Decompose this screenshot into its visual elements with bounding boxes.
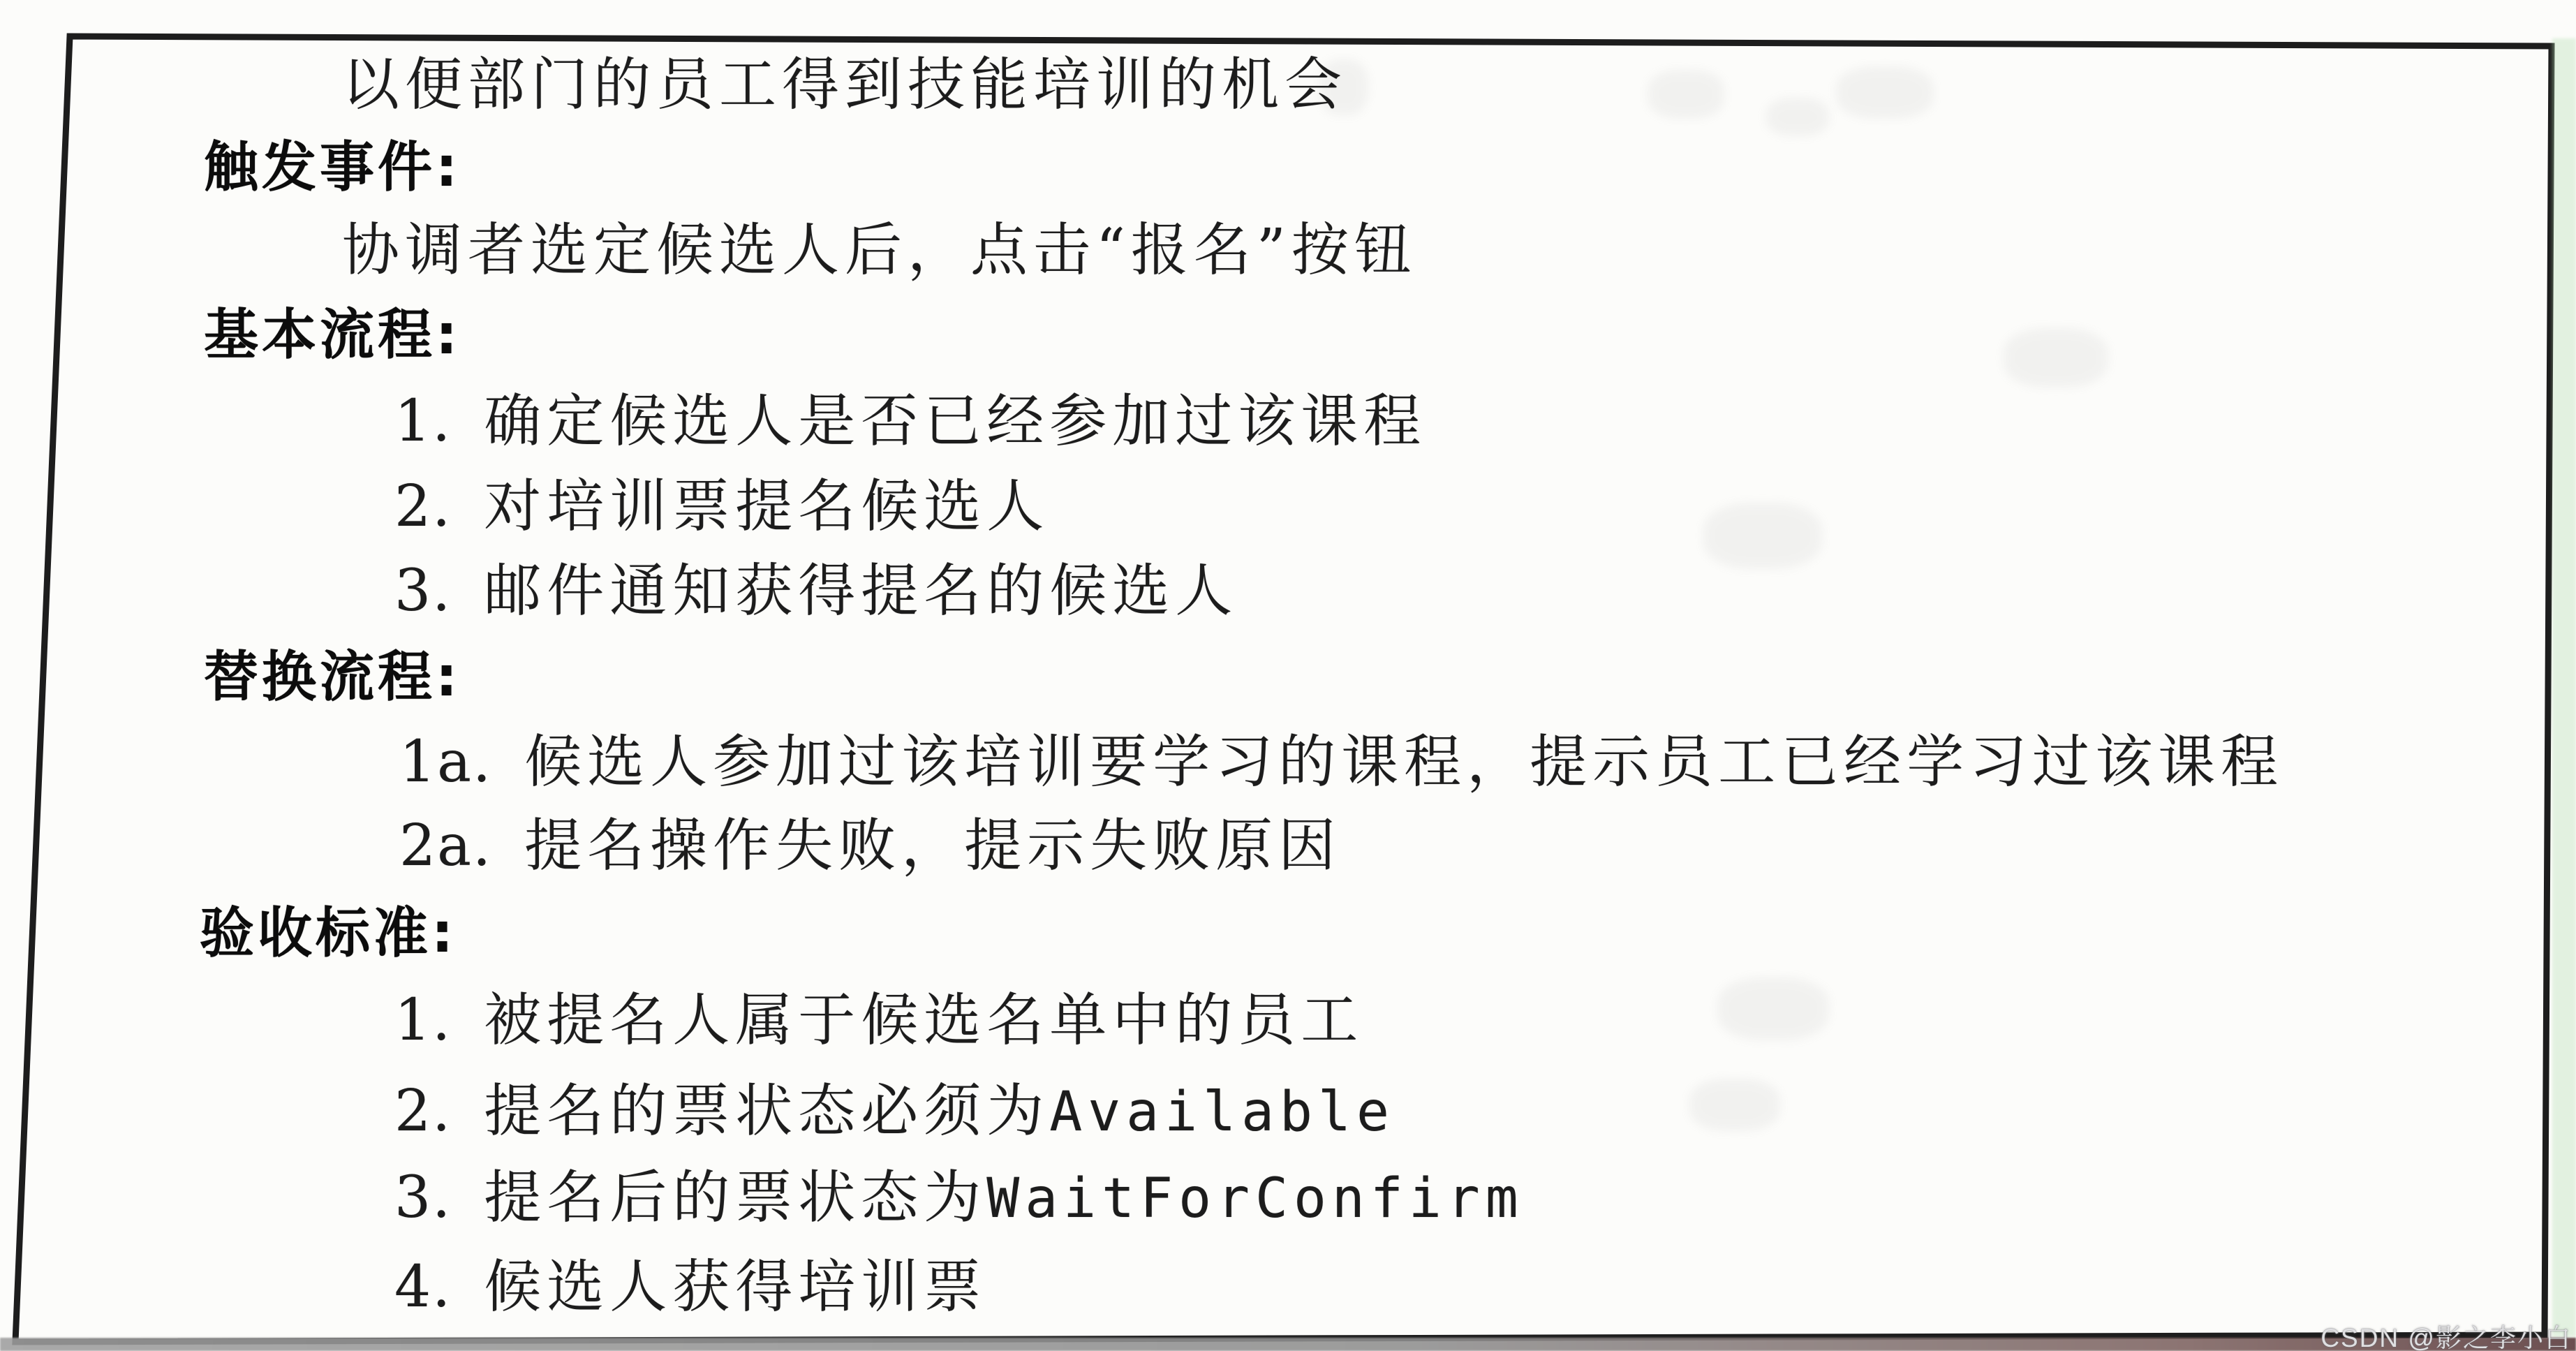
list-text: 提名后的票状态为 xyxy=(484,1165,987,1231)
list-item xyxy=(394,1254,987,1320)
list-item xyxy=(399,729,2284,795)
list-item xyxy=(394,1078,1395,1144)
section-heading-trigger: 触发事件: xyxy=(204,136,461,199)
scanner-edge-tint xyxy=(2552,38,2576,1337)
list-item xyxy=(394,987,1364,1054)
list-text: 确定候选人是否已经参加过该课程 xyxy=(484,388,1427,455)
list-text: 候选人获得培训票 xyxy=(484,1254,987,1320)
list-text: 提名操作失败，提示失败原因 xyxy=(524,813,1342,879)
list-marker: 2. xyxy=(394,473,452,540)
section-heading-alt-flow: 替换流程: xyxy=(204,646,461,709)
list-item xyxy=(399,815,1341,878)
list-marker: 1. xyxy=(394,388,452,455)
list-text: 提名的票状态必须为 xyxy=(484,1078,1050,1144)
page-edge-shadow xyxy=(0,1338,2576,1351)
list-item xyxy=(394,558,1238,624)
section-heading-basic-flow: 基本流程: xyxy=(204,304,461,367)
intro-line: 以便部门的员工得到技能培训的机会 xyxy=(342,52,1348,118)
list-text: 候选人参加过该培训要学习的课程，提示员工已经学习过该课程 xyxy=(524,729,2284,795)
list-marker: 4. xyxy=(394,1254,452,1320)
list-item xyxy=(394,388,1427,455)
list-marker: 3. xyxy=(394,1165,452,1231)
list-text: 邮件通知获得提名的候选人 xyxy=(484,558,1238,624)
section-heading-acceptance: 验收标准: xyxy=(200,902,457,965)
list-item xyxy=(394,473,1050,540)
status-code: Available xyxy=(1049,1081,1395,1144)
list-item xyxy=(394,1167,1524,1230)
list-marker: 2a. xyxy=(399,813,493,879)
list-marker: 1a. xyxy=(399,729,493,795)
list-text: 对培训票提名候选人 xyxy=(484,473,1050,540)
list-marker: 1. xyxy=(394,987,452,1054)
list-text: 被提名人属于候选名单中的员工 xyxy=(484,987,1364,1054)
list-marker: 3. xyxy=(394,558,452,624)
trigger-body: 协调者选定候选人后，点击“报名”按钮 xyxy=(342,217,1417,283)
list-marker: 2. xyxy=(394,1078,452,1144)
csdn-watermark: CSDN @影之李小白 xyxy=(2320,1324,2572,1351)
status-code: WaitForConfirm xyxy=(986,1167,1524,1230)
